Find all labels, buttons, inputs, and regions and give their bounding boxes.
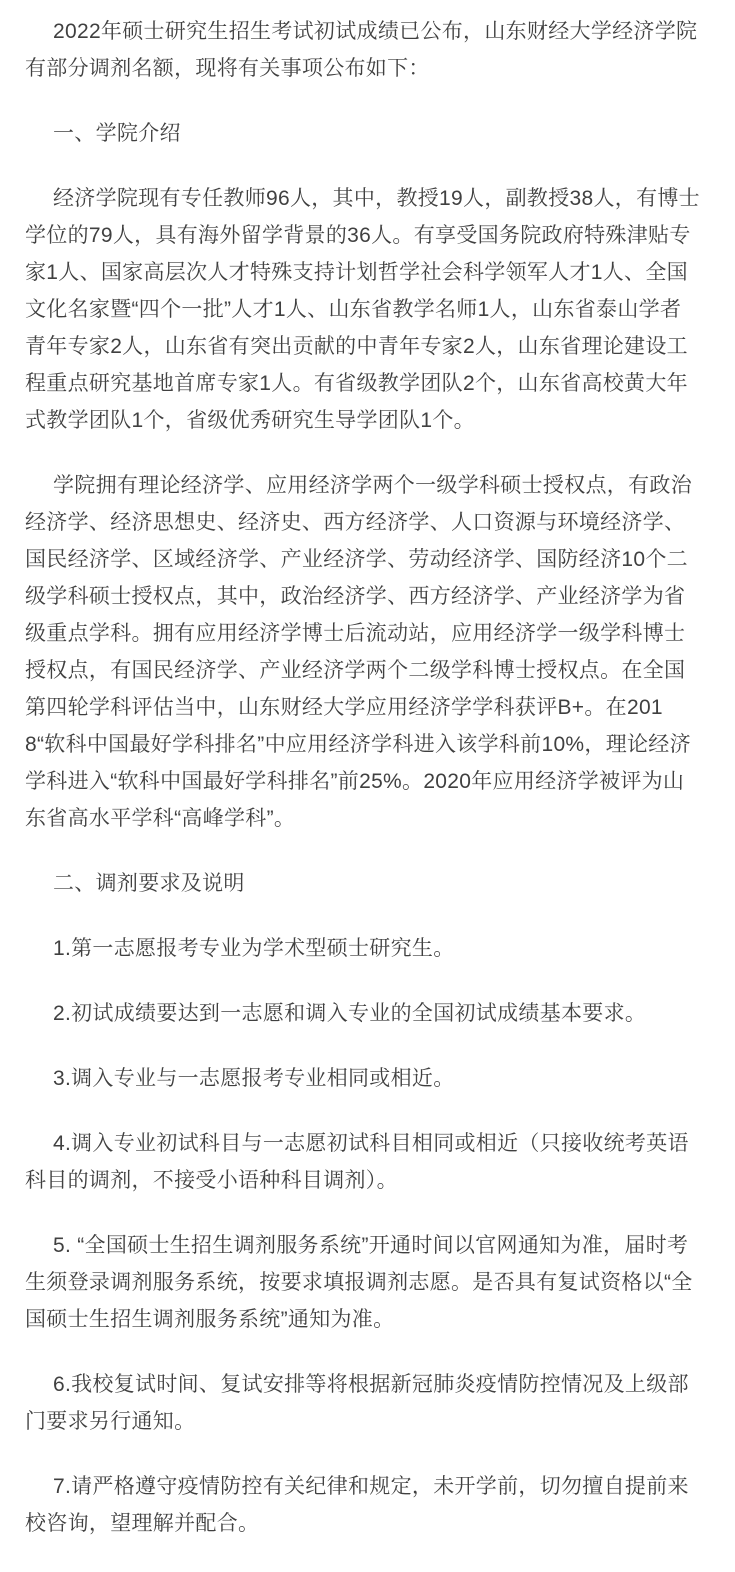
section-2-heading: 二、调剂要求及说明 [53,872,245,895]
requirement-item-5: 5. “全国硕士生招生调剂服务系统”开通时间以官网通知为准，届时考生须登录调剂服务系统，按要求填报调剂志愿。是否具有复试资格以“全国硕士生招生调剂服务系统”通知为准。 [25,1234,693,1331]
section-1-paragraph-2: 学院拥有理论经济学、应用经济学两个一级学科硕士授权点，有政治经济学、经济思想史、经济史、西方经济学、人口资源与环境经济学、国民经济学、区域经济学、产业经济学、劳动经济学、国防经济10个二级学科硕士授权点，其中，政治经济学、西方经济学、产业经济学为省级重点学科。拥有应用经济学博士后流动站，应用经济学一级学科博士授权点，有国民经济学、产业经济学两个二级学科博士授权点。在全国第四轮学科评估当中，山东财经大学应用经济学学科获评B+。在2018“软科中国最好学科排名”中应用经济学科进入该学科前10%，理论经济学科进入“软科中国最好学科排名”前25%。2020年应用经济学被评为山东省高水平学科“高峰学科”。 [25,474,692,830]
requirement-item-1: 1.第一志愿报考专业为学术型硕士研究生。 [53,937,455,960]
intro-paragraph: 2022年硕士研究生招生考试初试成绩已公布，山东财经大学经济学院有部分调剂名额，现将有关事项公布如下： [25,20,698,80]
requirement-item-6: 6.我校复试时间、复试安排等将根据新冠肺炎疫情防控情况及上级部门要求另行通知。 [25,1373,689,1433]
requirement-item-7: 7.请严格遵守疫情防控有关纪律和规定，未开学前，切勿擅自提前来校咨询，望理解并配合。 [25,1475,689,1535]
requirement-item-3: 3.调入专业与一志愿报考专业相同或相近。 [53,1067,455,1090]
section-1-paragraph-1: 经济学院现有专任教师96人，其中，教授19人，副教授38人，有博士学位的79人，具有海外留学背景的36人。有享受国务院政府特殊津贴专家1人、国家高层次人才特殊支持计划哲学社会科学领军人才1人、全国文化名家暨“四个一批”人才1人、山东省教学名师1人，山东省泰山学者青年专家2人，山东省有突出贡献的中青年专家2人，山东省理论建设工程重点研究基地首席专家1人。有省级教学团队2个，山东省高校黄大年式教学团队1个，省级优秀研究生导学团队1个。 [25,187,700,432]
section-1-heading: 一、学院介绍 [53,122,181,145]
requirement-item-4: 4.调入专业初试科目与一志愿初试科目相同或相近（只接收统考英语科目的调剂，不接受小语种科目调剂）。 [25,1132,689,1192]
requirement-item-2: 2.初试成绩要达到一志愿和调入专业的全国初试成绩基本要求。 [53,1002,647,1025]
